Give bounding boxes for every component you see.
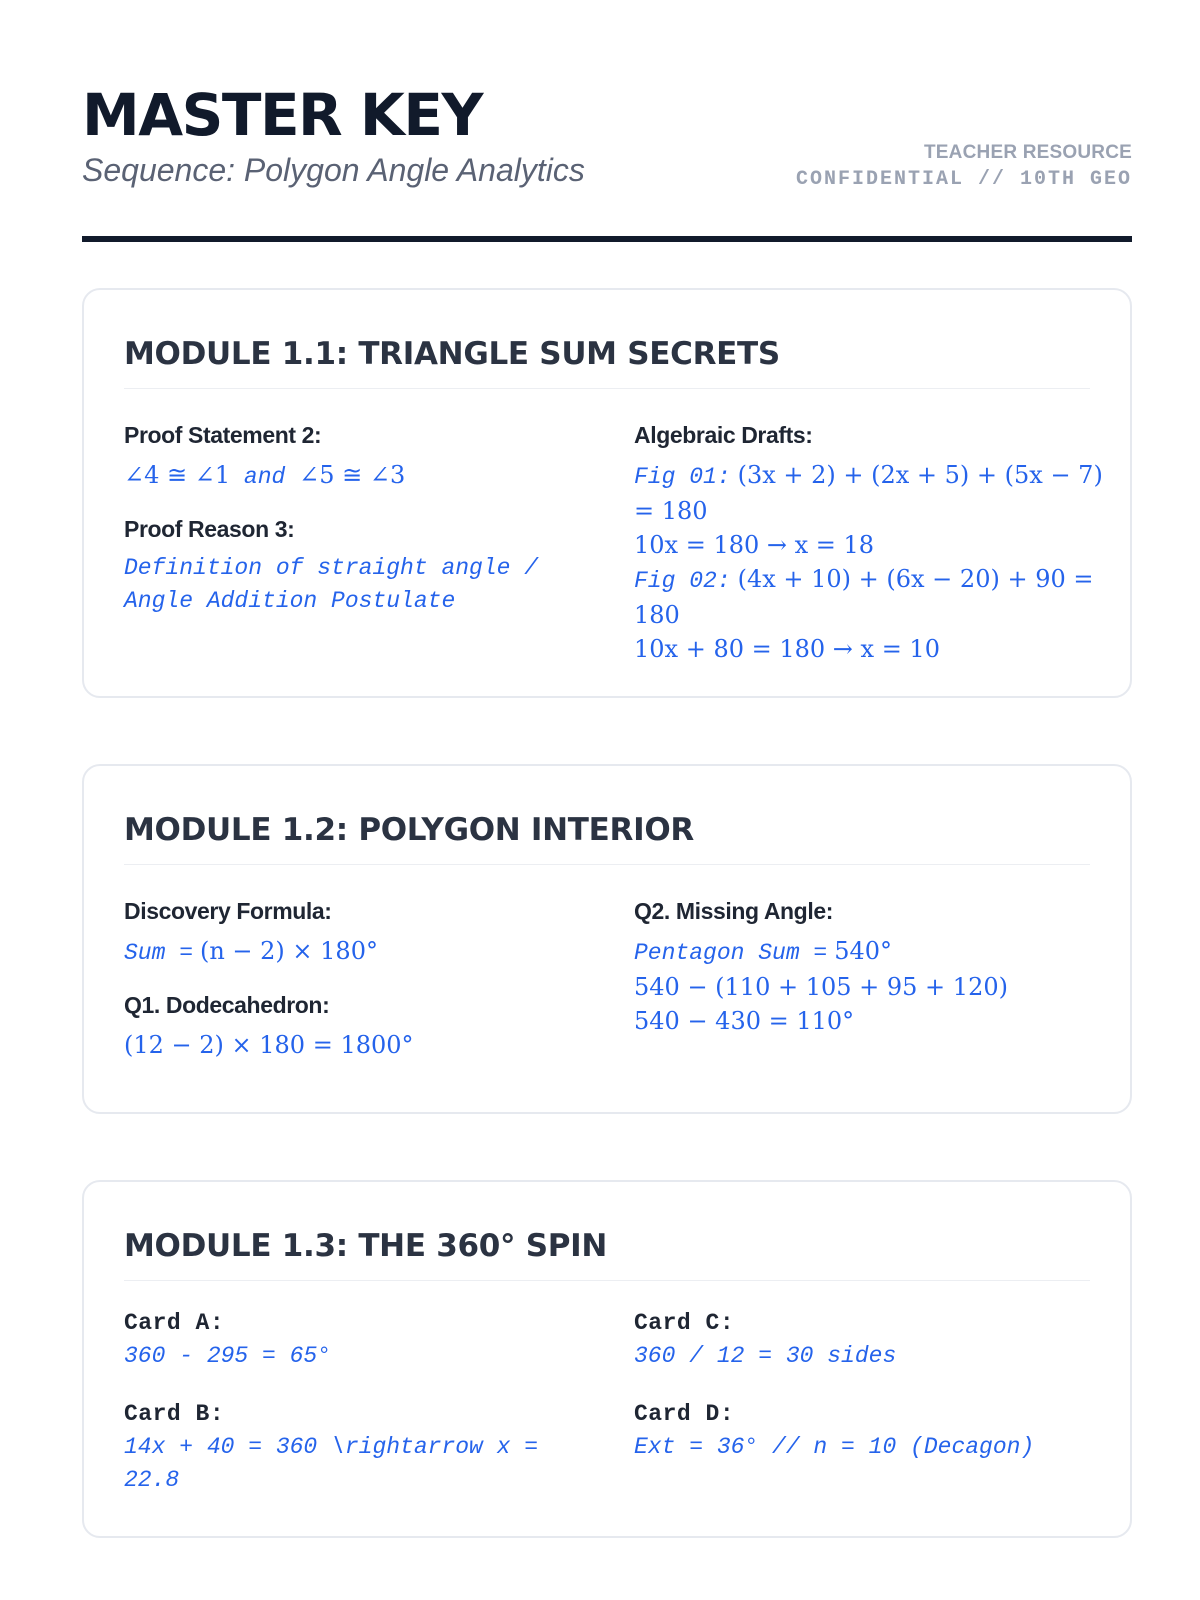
card-b xyxy=(124,1399,594,1497)
module-divider xyxy=(124,1280,1090,1281)
module-divider xyxy=(124,864,1090,865)
missing-angle-answer: Pentagon Sum = 540° 540 − (110 + 105 + 95 + 120) 540 − 430 = 110° xyxy=(634,937,1008,1035)
card-a-label: Card A: xyxy=(124,1310,225,1336)
module-title: MODULE 1.2: POLYGON INTERIOR xyxy=(124,812,694,848)
card-c xyxy=(634,1308,1104,1373)
card-d xyxy=(634,1399,1104,1464)
module-title: MODULE 1.1: TRIANGLE SUM SECRETS xyxy=(124,336,780,372)
algebraic-drafts-answer xyxy=(634,458,1104,666)
header-meta xyxy=(796,142,1132,191)
module-card-1-3 xyxy=(82,1180,1132,1538)
card-a xyxy=(124,1308,594,1373)
card-b-answer: 14x + 40 = 360 \rightarrow x = 22.8 xyxy=(124,1434,539,1493)
proof-statement-answer: ∠4 ≅ ∠1 and ∠5 ≅ ∠3 xyxy=(124,461,406,490)
proof-statement-label: Proof Statement 2: xyxy=(124,422,322,448)
proof-statement-block xyxy=(124,420,594,494)
page-title: MASTER KEY xyxy=(82,81,482,149)
algebraic-drafts-label: Algebraic Drafts: xyxy=(634,422,813,448)
module-card-1-2 xyxy=(82,764,1132,1114)
module-left-column xyxy=(124,896,594,1082)
module-card-1-1 xyxy=(82,288,1132,698)
dodecahedron-label: Q1. Dodecahedron: xyxy=(124,992,330,1018)
card-d-answer: Ext = 36° // n = 10 (Decagon) xyxy=(634,1434,1035,1460)
card-d-label: Card D: xyxy=(634,1401,735,1427)
discovery-formula-block xyxy=(124,896,594,970)
proof-reason-block xyxy=(124,514,594,618)
proof-reason-answer: Definition of straight angle / Angle Addition Postulate xyxy=(124,555,539,614)
dodecahedron-answer: (12 − 2) × 180 = 1800° xyxy=(124,1031,414,1059)
resource-label: TEACHER RESOURCE xyxy=(924,142,1132,163)
discovery-formula-label: Discovery Formula: xyxy=(124,898,332,924)
module-right-column xyxy=(634,896,1104,1038)
page-subtitle: Sequence: Polygon Angle Analytics xyxy=(82,152,585,188)
proof-reason-label: Proof Reason 3: xyxy=(124,516,295,542)
module-right-column xyxy=(634,1308,1104,1484)
confidential-label: CONFIDENTIAL // 10TH GEO xyxy=(795,168,1132,191)
dodecahedron-block xyxy=(124,990,594,1062)
module-left-column xyxy=(124,420,594,638)
fig2-solution: 10x + 80 = 180 → x = 10 xyxy=(634,635,940,663)
fig1-equation: Fig 01: (3x + 2) + (2x + 5) + (5x − 7) = 180 xyxy=(634,461,1103,525)
card-c-answer: 360 / 12 = 30 sides xyxy=(634,1343,897,1369)
discovery-formula-answer: Sum = (n − 2) × 180° xyxy=(124,937,378,966)
missing-angle-label: Q2. Missing Angle: xyxy=(634,898,833,924)
module-title: MODULE 1.3: THE 360° SPIN xyxy=(124,1228,608,1264)
card-b-label: Card B: xyxy=(124,1401,225,1427)
module-left-column xyxy=(124,1308,594,1517)
module-right-column xyxy=(634,420,1104,666)
card-a-answer: 360 - 295 = 65° xyxy=(124,1343,332,1369)
fig1-solution: 10x = 180 → x = 18 xyxy=(634,531,875,559)
page-header xyxy=(82,78,1132,191)
module-divider xyxy=(124,388,1090,389)
card-c-label: Card C: xyxy=(634,1310,735,1336)
fig2-equation: Fig 02: (4x + 10) + (6x − 20) + 90 = 180 xyxy=(634,565,1094,629)
header-rule xyxy=(82,236,1132,242)
